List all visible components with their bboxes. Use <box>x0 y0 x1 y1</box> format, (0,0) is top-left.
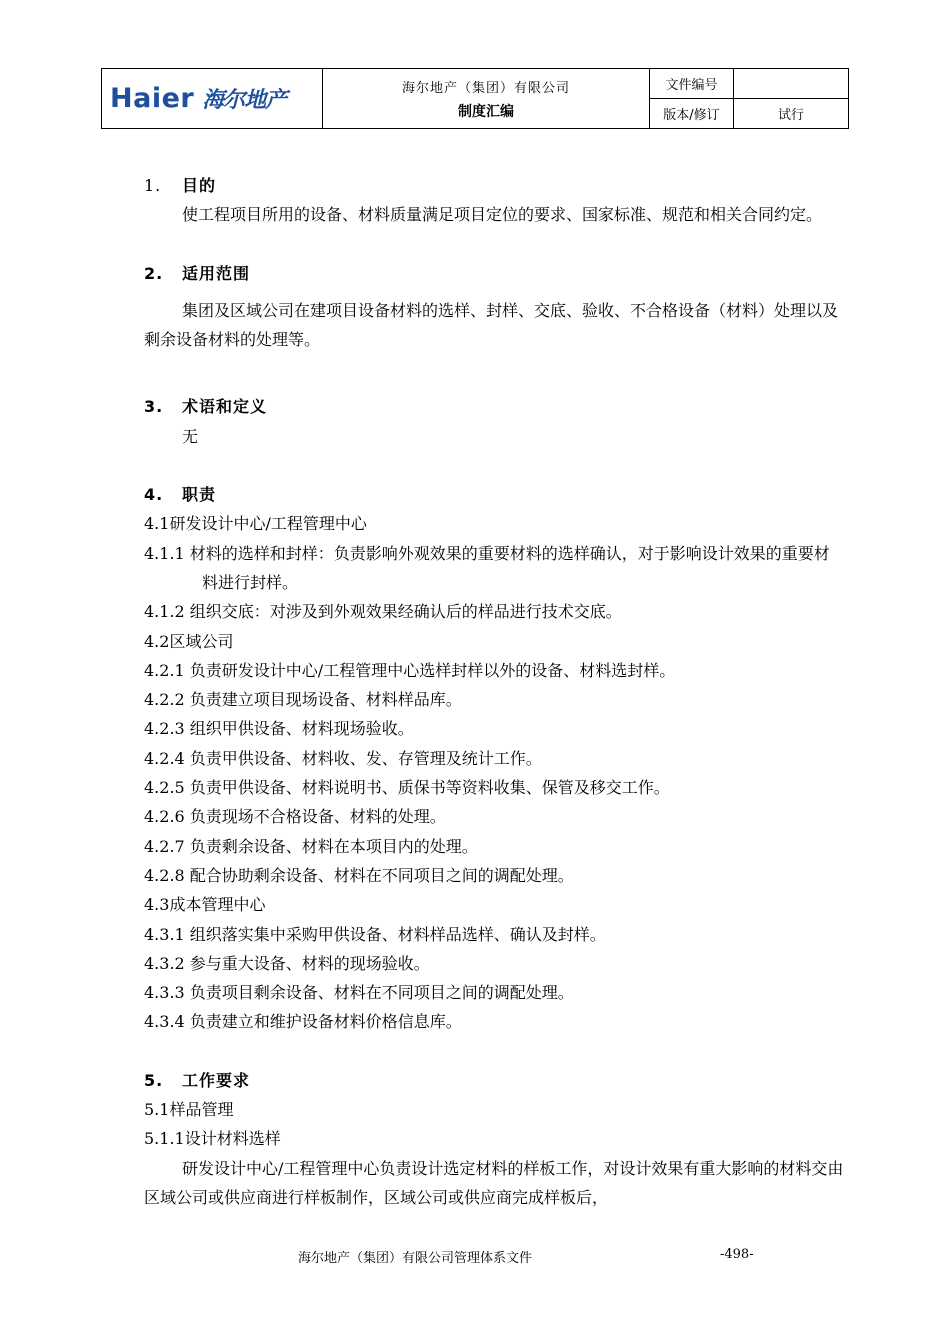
list-item: 4.3.3 负责项目剩余设备、材料在不同项目之间的调配处理。 <box>144 983 574 1003</box>
document-title: 制度汇编 <box>458 103 514 120</box>
section-5-body: 研发设计中心/工程管理中心负责设计选定材料的样板工作，对设计效果有重大影响的材料交由区域公司或供应商进行样板制作，区域公司或供应商完成样板后， <box>144 1158 844 1207</box>
section-title: 职责 <box>182 485 217 505</box>
list-item: 4.2.8 配合协助剩余设备、材料在不同项目之间的调配处理。 <box>144 865 574 885</box>
section-2-heading <box>144 259 844 288</box>
header-meta <box>650 69 848 128</box>
section-number: 4. <box>144 485 164 505</box>
list-item: 4.2.3 组织甲供设备、材料现场验收。 <box>144 719 414 739</box>
section-title: 术语和定义 <box>182 397 268 417</box>
section-3-heading <box>144 392 844 421</box>
company-name: 海尔地产（集团）有限公司 <box>401 80 570 96</box>
list-item: 4.2.4 负责甲供设备、材料收、发、存管理及统计工作。 <box>144 748 542 768</box>
section-number: 1. <box>144 176 162 195</box>
version-value: 试行 <box>777 108 804 123</box>
list-item: 4.3.1 组织落实集中采购甲供设备、材料样品选样、确认及封样。 <box>144 924 606 944</box>
version-row <box>650 98 848 128</box>
company-logo <box>102 69 323 128</box>
logo-text-cn: 海尔地产 <box>202 87 287 113</box>
file-number-label: 文件编号 <box>650 69 734 98</box>
list-item: 4.2.1 负责研发设计中心/工程管理中心选样封样以外的设备、材料选封样。 <box>144 660 676 680</box>
file-number-row <box>650 69 848 98</box>
document-header <box>101 68 849 129</box>
list-item: 4.2.7 负责剩余设备、材料在本项目内的处理。 <box>144 836 478 856</box>
page-number: -498- <box>720 1247 754 1262</box>
section-title: 目的 <box>182 176 217 195</box>
list-item: 4.1研发设计中心/工程管理中心 <box>144 514 367 534</box>
list-item: 4.1.2 组织交底：对涉及到外观效果经确认后的样品进行技术交底。 <box>144 602 622 622</box>
list-item: 4.2区域公司 <box>144 631 234 651</box>
section-number: 2. <box>144 263 164 283</box>
section-title: 适用范围 <box>182 263 251 283</box>
header-title-cell <box>323 69 650 128</box>
document-body <box>144 171 844 1212</box>
list-item: 4.3成本管理中心 <box>144 895 266 915</box>
section-2-body: 集团及区域公司在建项目设备材料的选样、封样、交底、验收、不合格设备（材料）处理以及剩余设备材料的处理等。 <box>144 300 839 350</box>
list-item: 4.3.2 参与重大设备、材料的现场验收。 <box>144 953 430 973</box>
section-number: 3. <box>144 397 164 417</box>
file-number-value <box>734 69 848 98</box>
subsection-heading: 5.1.1设计材料选样 <box>144 1129 281 1149</box>
section-3-body: 无 <box>182 426 199 446</box>
section-4-heading <box>144 480 844 509</box>
section-5-heading <box>144 1066 844 1095</box>
version-label: 版本/修订 <box>650 99 734 128</box>
section-1-heading <box>144 171 844 200</box>
section-number: 5. <box>144 1070 164 1090</box>
list-item: 4.2.5 负责甲供设备、材料说明书、质保书等资料收集、保管及移交工作。 <box>144 778 670 798</box>
list-item: 4.1.1 材料的选样和封样：负责影响外观效果的重要材料的选样确认，对于影响设计效果的重要材料进行封样。 <box>144 543 830 592</box>
section-title: 工作要求 <box>182 1070 251 1090</box>
footer-text: 海尔地产（集团）有限公司管理体系文件 <box>298 1251 533 1266</box>
logo-text-en: Haier <box>110 83 195 114</box>
list-item: 4.2.6 负责现场不合格设备、材料的处理。 <box>144 807 446 827</box>
list-item: 4.3.4 负责建立和维护设备材料价格信息库。 <box>144 1012 462 1032</box>
section-1-body: 使工程项目所用的设备、材料质量满足项目定位的要求、国家标准、规范和相关合同约定。 <box>182 205 823 225</box>
list-item: 4.2.2 负责建立项目现场设备、材料样品库。 <box>144 690 462 710</box>
subsection-heading: 5.1样品管理 <box>144 1100 234 1120</box>
